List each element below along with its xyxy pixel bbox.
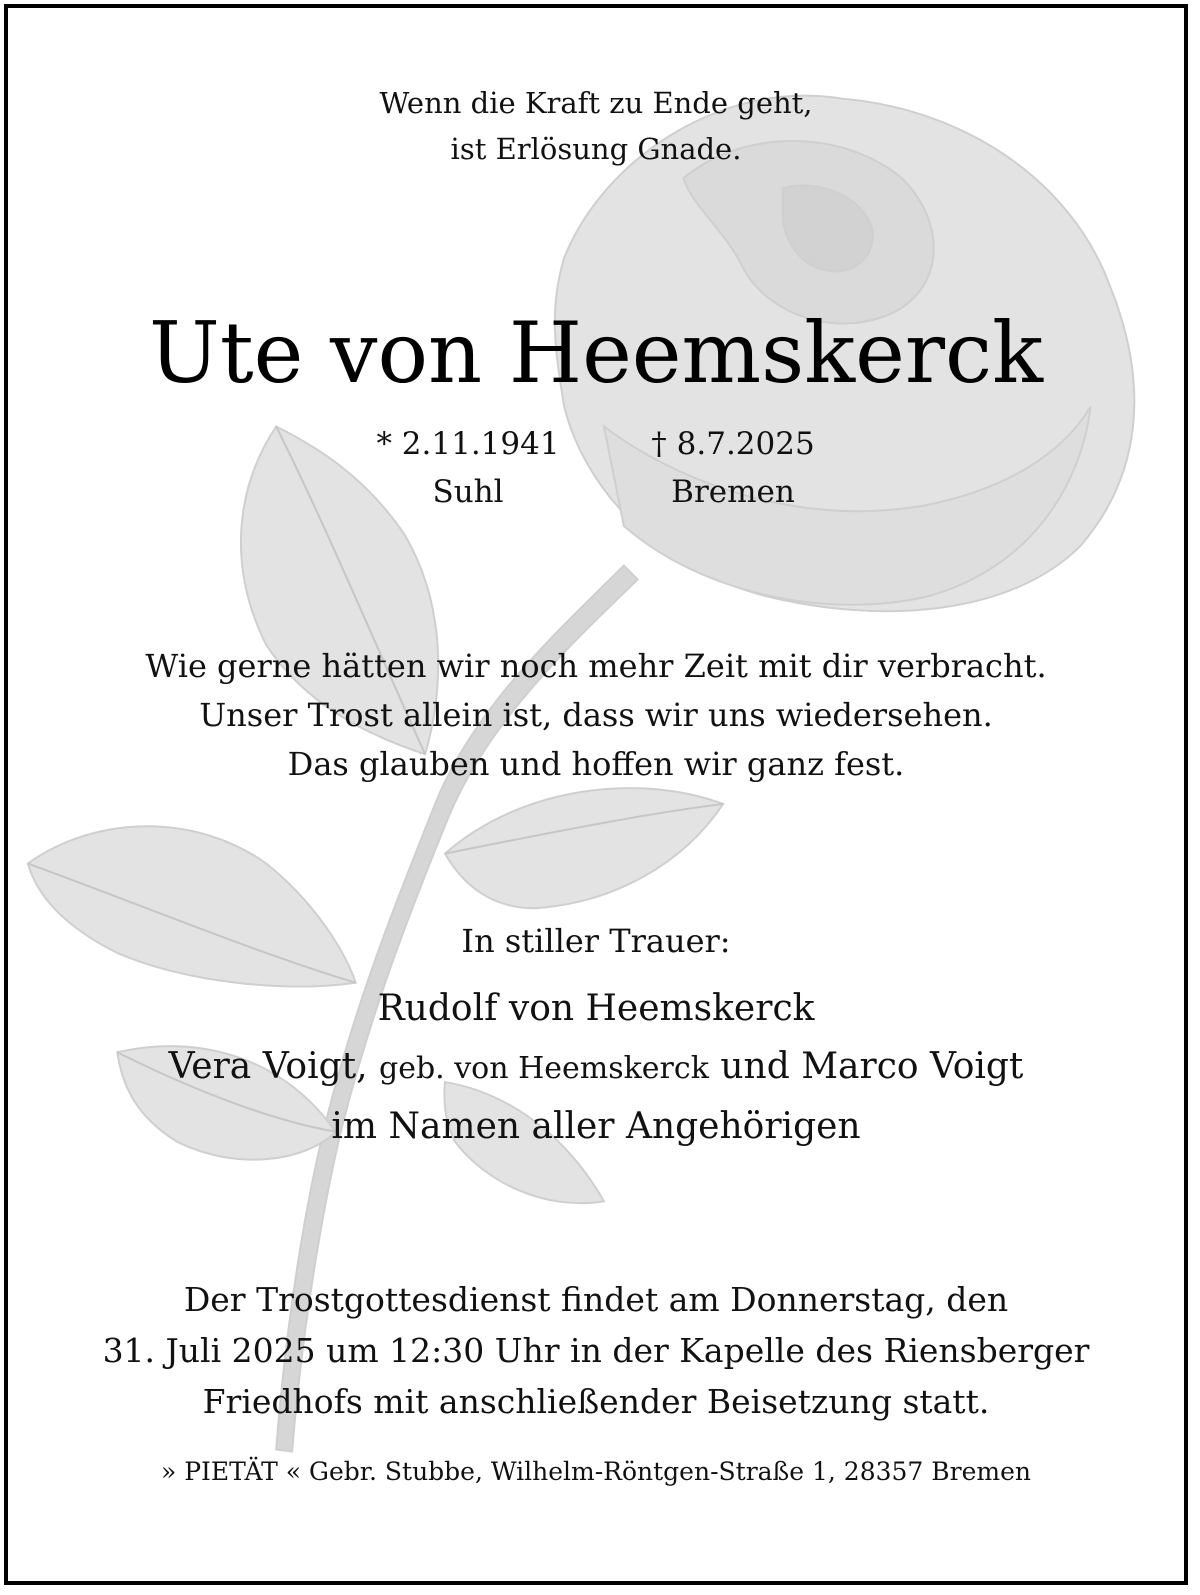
verse-line: Wie gerne hätten wir noch mehr Zeit mit dir verbracht. [145, 647, 1047, 685]
motto [8, 80, 1184, 172]
birth-place: Suhl [432, 474, 504, 510]
death-place: Bremen [671, 474, 795, 510]
verse-line: Das glauben und hoffen wir ganz fest. [287, 745, 905, 783]
funeral-home-footer: » PIETÄT « Gebr. Stubbe, Wilhelm-Röntgen-Straße 1, 28357 Bremen [160, 1457, 1031, 1486]
service-line: Der Trostgottesdienst findet am Donnerstag, den [183, 1280, 1009, 1319]
motto-line: ist Erlösung Gnade. [450, 132, 742, 166]
mourners [8, 980, 1184, 1156]
mourner-name: Vera Voigt, [168, 1046, 368, 1087]
service-line: Friedhofs mit anschließender Beisetzung statt. [202, 1382, 990, 1421]
deceased-name: Ute von Heemskerck [149, 304, 1043, 402]
mourner-line: Rudolf von Heemskerck [377, 988, 815, 1029]
mourner-line: im Namen aller Angehörigen [331, 1106, 861, 1147]
service-line: 31. Juli 2025 um 12:30 Uhr in der Kapelle des Riensberger [102, 1331, 1090, 1370]
verse-line: Unser Trost allein ist, dass wir uns wiedersehen. [199, 696, 993, 734]
death-info [583, 420, 883, 516]
birth-info [308, 420, 628, 516]
mourning-label: In stiller Trauer: [461, 922, 731, 960]
mourner-birth-name: geb. von Heemskerck [379, 1051, 709, 1086]
mourner-partner: und Marco Voigt [720, 1046, 1024, 1087]
birth-date: * 2.11.1941 [376, 426, 560, 462]
service-info [8, 1274, 1184, 1427]
motto-line: Wenn die Kraft zu Ende geht, [379, 86, 813, 120]
obituary-notice [4, 4, 1188, 1585]
death-date: † 8.7.2025 [651, 426, 815, 462]
verse [8, 642, 1184, 789]
mourner-line [8, 1038, 1184, 1098]
